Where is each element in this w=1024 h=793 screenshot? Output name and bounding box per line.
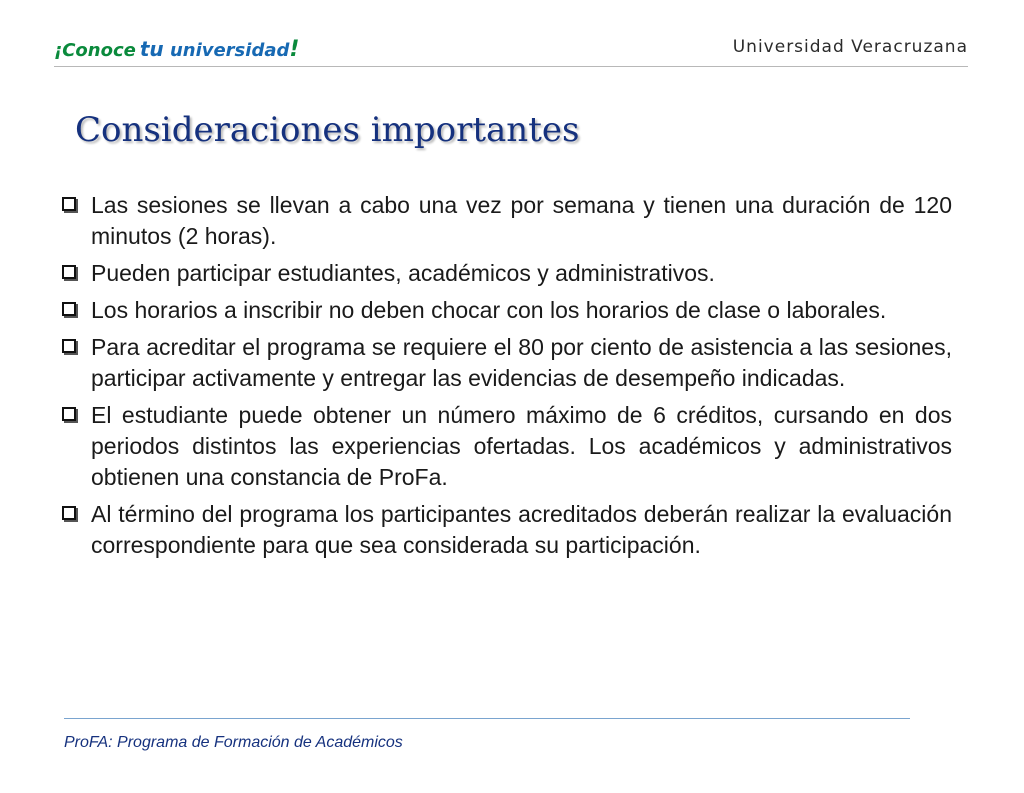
footer-divider xyxy=(64,718,910,719)
list-item xyxy=(62,295,952,326)
logo-universidad: universidad xyxy=(169,40,290,61)
bullet-text: Al término del programa los participantes acreditados deberán realizar la evaluación correspondiente para que sea considerada su participación. xyxy=(91,501,952,558)
bullet-list xyxy=(62,190,952,567)
bullet-text: Para acreditar el programa se requiere el 80 por ciento de asistencia a las sesiones, participar activamente y entregar las evidencias de desempeño indicadas. xyxy=(91,334,952,391)
checkbox-bullet-icon xyxy=(62,506,76,520)
header-divider xyxy=(54,66,968,67)
logo-tu: tu xyxy=(139,37,164,61)
logo-conoce: ¡Conoce xyxy=(54,40,136,61)
list-item xyxy=(62,400,952,493)
bullet-text: Las sesiones se llevan a cabo una vez por semana y tienen una duración de 120 minutos (2 horas). xyxy=(91,192,952,249)
checkbox-bullet-icon xyxy=(62,302,76,316)
bullet-text: Pueden participar estudiantes, académicos y administrativos. xyxy=(91,260,715,286)
bullet-text: Los horarios a inscribir no deben chocar con los horarios de clase o laborales. xyxy=(91,297,887,323)
logo-bang: ! xyxy=(289,37,300,62)
list-item xyxy=(62,258,952,289)
list-item xyxy=(62,332,952,394)
footer-text: ProFA: Programa de Formación de Académicos xyxy=(64,734,403,751)
institution-name: Universidad Veracruzana xyxy=(732,37,968,57)
checkbox-bullet-icon xyxy=(62,339,76,353)
list-item xyxy=(62,499,952,561)
conoce-tu-universidad-logo xyxy=(54,34,299,64)
slide-title: Consideraciones importantes xyxy=(75,110,580,150)
checkbox-bullet-icon xyxy=(62,265,76,279)
list-item xyxy=(62,190,952,252)
bullet-text: El estudiante puede obtener un número máximo de 6 créditos, cursando en dos periodos distintos las experiencias ofertadas. Los académicos y administrativos obtienen una constancia de ProFa. xyxy=(91,402,952,490)
checkbox-bullet-icon xyxy=(62,197,76,211)
checkbox-bullet-icon xyxy=(62,407,76,421)
